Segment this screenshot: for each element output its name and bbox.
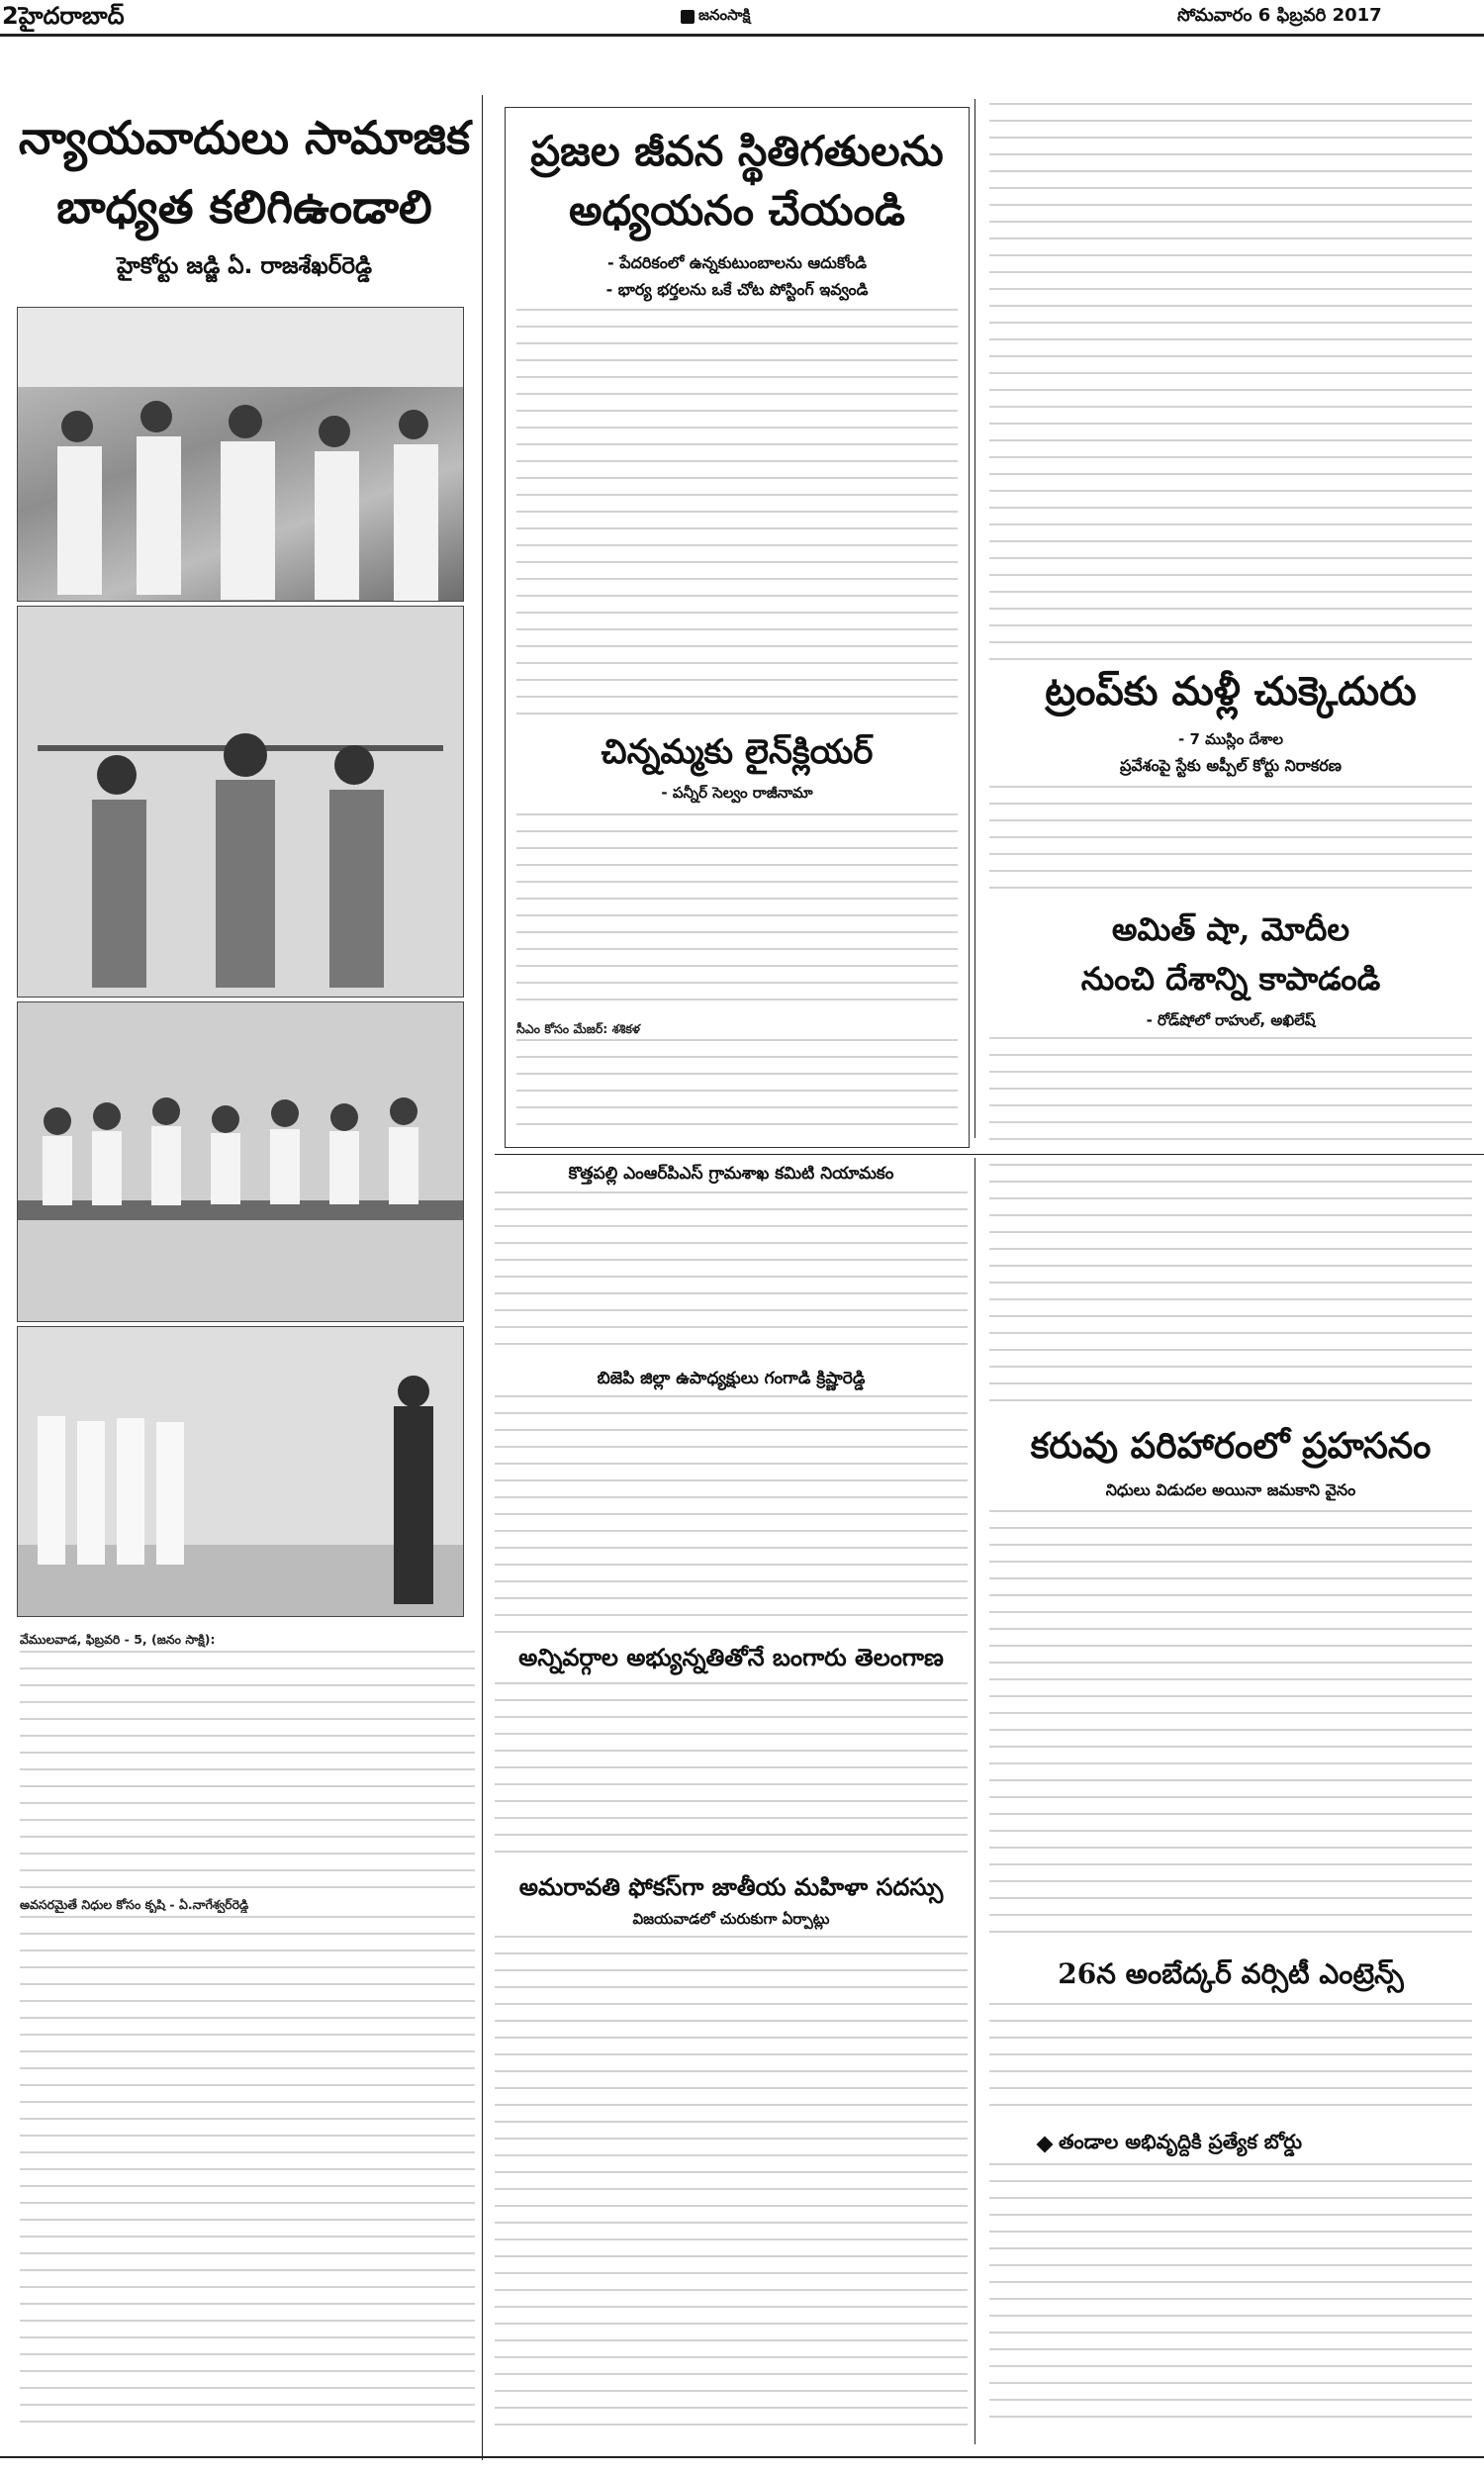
right-lower-body-text	[989, 1164, 1472, 1411]
newspaper-logo-icon	[681, 10, 695, 24]
amaravati-body-text	[495, 1936, 968, 2430]
bjp-body-text	[495, 1395, 968, 1633]
drought-body-text	[989, 1510, 1472, 1946]
chinnamma-deck: - పన్నీర్ సెల్వం రాజీనామా	[661, 784, 813, 802]
upper-center-separator	[974, 99, 975, 1138]
bjp-headline: బిజెపి జిల్లా ఉపాధ్యక్షులు గంగాడి క్రిష్ణారెడ్డి	[597, 1369, 866, 1388]
amitshah-body-text	[989, 1037, 1472, 1148]
amitshah-deck: - రోడ్‌షోలో రాహుల్, అఖిలేష్	[1146, 1011, 1316, 1029]
page-number-label: 2హైదరాబాద్	[2, 2, 125, 30]
chinnamma-body-text-2	[516, 1039, 958, 1138]
tandaalu-headline: తండాల అభివృద్దికి ప్రత్యేక బోర్డు	[1059, 2130, 1303, 2153]
drought-deck: నిధులు విడుదల అయినా జమకాని వైనం	[1105, 1480, 1356, 1499]
paper-name: జనంసాక్షి	[698, 6, 751, 24]
photo-ribbon-cutting	[17, 606, 464, 998]
kothapalli-body-text	[495, 1191, 968, 1360]
masthead-date: సోమవారం 6 ఫిబ్రవరి 2017	[1177, 5, 1382, 26]
lead-headline-line2: అధ్యయనం చేయండి	[569, 186, 905, 235]
photo-guard-of-honour	[17, 1326, 464, 1617]
amitshah-headline-line2: నుంచి దేశాన్ని కాపాడండి	[1080, 960, 1381, 998]
telangana-headline: అన్నివర్గాల అభ్యున్నతితోనే బంగారు తెలంగాణ	[518, 1643, 944, 1671]
kothapalli-headline: కొత్తపల్లి ఎంఆర్‌పిఎస్ గ్రామశాఖ కమిటి నియామకం	[568, 1164, 894, 1184]
photo-courtroom	[17, 1001, 464, 1322]
trump-deck-2: ప్రవేశంపై స్టేకు అప్పీల్ కోర్టు నిరాకరణ	[1120, 756, 1342, 775]
left-body-text-2	[20, 1916, 475, 2430]
amitshah-headline-line1: అమిత్ షా, మోదీల	[1111, 910, 1350, 948]
tandaalu-heading	[1039, 2130, 1474, 2158]
amaravati-headline: అమరావతి ఫోకస్‌గా జాతీయ మహిళా సదస్సు	[518, 1872, 944, 1901]
left-sub-item: అవసరమైతే నిధుల కోసం కృషి - ఏ.నాగేశ్వర్‌రెడ్డి	[20, 1897, 249, 1912]
lead-deck-1: - పేదరికంలో ఉన్నకుటుంబాలను ఆదుకోండి	[607, 253, 867, 272]
lower-center-separator	[974, 1158, 975, 2444]
telangana-body-text	[495, 1682, 968, 1862]
diamond-bullet-icon	[1037, 2136, 1054, 2152]
left-headline-line1: న్యాయవాదులు సామాజిక	[18, 111, 471, 164]
trump-headline: ట్రంప్‌కు మళ్లీ చుక్కెదురు	[1045, 668, 1417, 714]
left-subhead: హైకోర్టు జడ్జి ఏ. రాజశేఖర్‌రెడ్డి	[117, 253, 372, 279]
ambedkar-body-text	[989, 2003, 1472, 2120]
chinnamma-body-text	[516, 813, 958, 1015]
left-column-separator	[482, 95, 483, 2460]
chinnamma-sub-item: సీఎం కోసం మేజర్: శశికళ	[516, 1021, 640, 1036]
bottom-rule	[0, 2456, 1484, 2458]
left-dateline: వేములవాడ, ఫిబ్రవరి - 5, (జనం సాక్షి):	[20, 1632, 216, 1647]
lead-headline-line1: ప్రజల జీవన స్థితిగతులను	[530, 127, 944, 175]
right-top-body-text	[989, 103, 1472, 662]
amaravati-deck: విజయవాడలో చురుకుగా ఏర్పాట్లు	[632, 1910, 830, 1928]
chinnamma-headline: చిన్నమ్మకు లైన్‌క్లియర్	[601, 732, 874, 772]
middle-horizontal-rule	[495, 1154, 1484, 1155]
left-headline-line2: బాధ్యత కలిగిఉండాలి	[56, 180, 432, 234]
tandaalu-body-text	[989, 2163, 1472, 2430]
photo-procession	[17, 307, 464, 602]
left-body-text	[20, 1651, 475, 1893]
trump-deck-1: - 7 ముస్లిం దేశాల	[1178, 730, 1283, 748]
masthead-logo	[681, 6, 799, 28]
lead-body-text	[516, 309, 958, 724]
lead-deck-2: - భార్య భర్తలను ఒకే చోట పోస్టింగ్ ఇవ్వండి	[605, 280, 869, 299]
trump-body-text	[989, 786, 1472, 897]
masthead-rule	[0, 34, 1484, 37]
ambedkar-headline: 26న అంబేద్కర్ వర్సిటీ ఎంట్రెన్స్	[1058, 1957, 1404, 1990]
drought-headline: కరువు పరిహారంలో ప్రహసనం	[1030, 1425, 1432, 1467]
